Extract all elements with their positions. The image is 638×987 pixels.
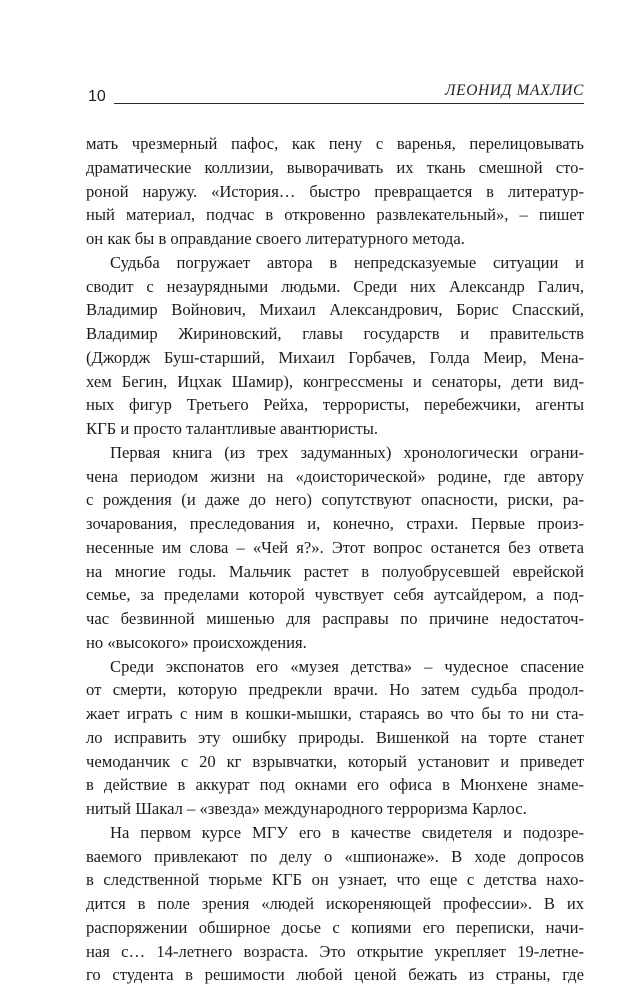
header-rule [114, 103, 584, 104]
text-line: с рождения (и даже до него) сопутствуют опасности, риски, ра- [86, 490, 584, 510]
text-line: чемоданчик с 20 кг взрывчатки, который установит и приведет [86, 751, 584, 771]
text-line: зочарования, преследования и, конечно, страхи. Первые произ- [86, 514, 584, 533]
text-line: ных фигур Третьего Рейха, террористы, перебежчики, агенты [86, 395, 584, 415]
text-line: на многие годы. Мальчик растет в полуобрусевшей еврейской [86, 561, 584, 581]
text-line: ло исправить эту ошибку природы. Вишенкой на торте станет [86, 727, 584, 747]
text-line: час безвинной мишенью для расправы по причине недостаточ- [86, 609, 584, 628]
text-line: семье, за пределами которой чувствует себя аутсайдером, а под- [86, 585, 584, 605]
text-line: Судьба погружает автора в непредсказуемые ситуации и [110, 252, 584, 272]
text-line: в следственной тюрьме КГБ он узнает, что еще с детства нахо- [86, 870, 584, 890]
running-title: ЛЕОНИД МАХЛИС [445, 82, 584, 99]
text-line: КГБ и просто талантливые авантюристы. [86, 419, 379, 438]
text-line: Владимир Войнович, Михаил Александрович, Борис Спасский, [86, 300, 584, 320]
text-line: Владимир Жириновский, главы государств и правительств [86, 324, 584, 343]
text-line: ная с… 14-летнего возраста. Это открытие укрепляет 19-летне- [86, 941, 584, 961]
text-line: от смерти, которую предрекли врачи. Но затем судьба продол- [86, 680, 584, 700]
text-line: распоряжении обширное досье с копиями его переписки, начи- [86, 917, 584, 937]
paragraph [86, 251, 584, 441]
text-line: мать чрезмерный пафос, как пену с варенья, перелицовывать [86, 134, 584, 153]
page-header [86, 84, 584, 114]
text-line: хем Бегин, Ицхак Шамир), конгрессмены и сенаторы, дети вид- [86, 371, 584, 391]
text-line: ный материал, подчас в откровенно развлекательный», – пишет [86, 205, 584, 225]
body-text [86, 132, 584, 987]
text-line: он как бы в оправдание своего литературного метода. [86, 229, 465, 248]
paragraph [86, 655, 584, 821]
page-number: 10 [88, 88, 106, 105]
text-line: (Джордж Буш-старший, Михаил Горбачев, Голда Меир, Мена- [86, 347, 584, 367]
text-line: го студента в решимости любой ценой бежать из страны, где [86, 965, 584, 985]
paragraph [86, 132, 584, 251]
paragraph [86, 441, 584, 655]
text-line: жает играть с ним в кошки-мышки, стараясь во что бы то ни ста- [86, 704, 584, 723]
text-line: роной наружу. «История… быстро превращается в литератур- [86, 181, 584, 201]
text-line: На первом курсе МГУ его в качестве свидетеля и подозре- [110, 822, 584, 842]
text-line: драматические коллизии, выворачивать их ткань смешной сто- [86, 157, 584, 177]
paragraph [86, 821, 584, 987]
text-line: но «высокого» происхождения. [86, 632, 307, 652]
text-line: нитый Шакал – «звезда» международного терроризма Карлос. [86, 799, 527, 818]
text-line: ваемого привлекают по делу о «шпионаже». В ходе допросов [86, 846, 584, 866]
text-line: чена периодом жизни на «доисторической» родине, где автору [86, 466, 584, 486]
text-line: несенные им слова – «Чей я?». Этот вопрос останется без ответа [86, 537, 584, 557]
text-line: сводит с незаурядными людьми. Среди них Александр Галич, [86, 276, 584, 296]
text-line: дится в поле зрения «людей искореняющей профессии». В их [86, 894, 584, 913]
text-line: в действие в аккурат под окнами его офиса в Мюнхене знаме- [86, 775, 584, 795]
text-line: Первая книга (из трех задуманных) хронологически ограни- [110, 442, 584, 462]
text-line: Среди экспонатов его «музея детства» – чудесное спасение [110, 656, 584, 676]
